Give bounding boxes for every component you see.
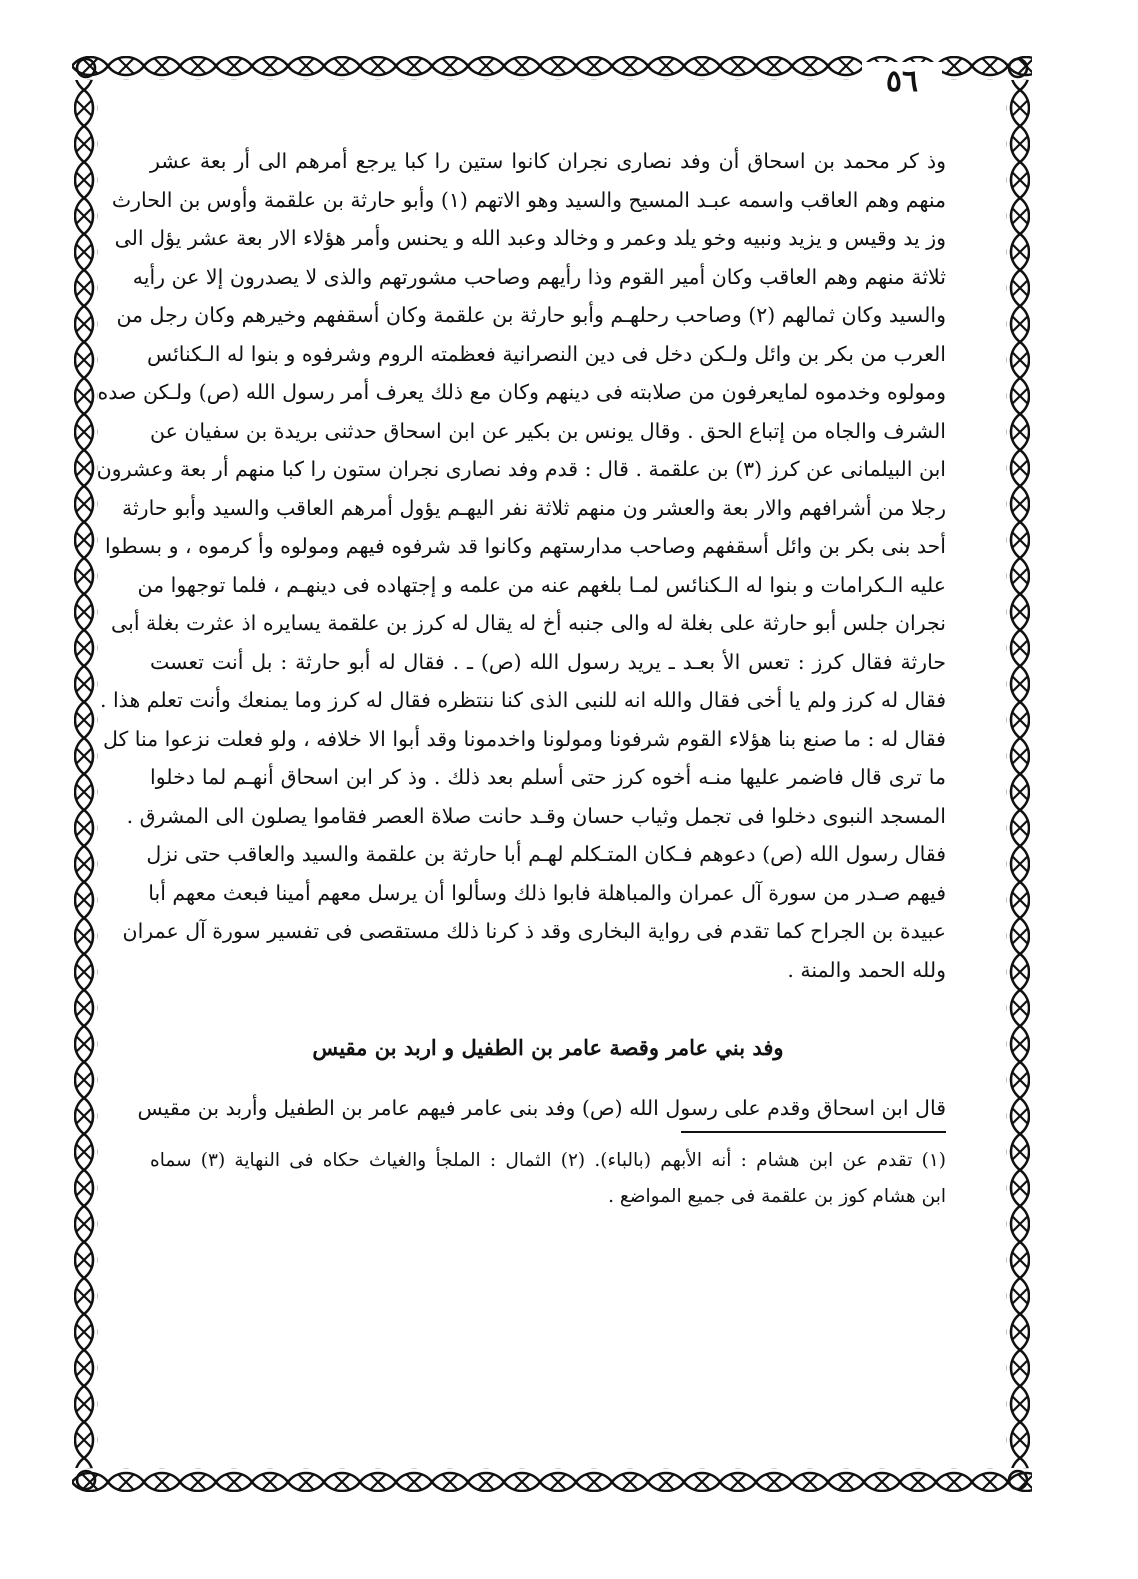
section-first-line: قال ابن اسحاق وقدم على رسول الله (ص) وفد بنى عامر فيهم عامر بن الطفيل وأربد بن مقيس — [137, 1096, 946, 1120]
text-line: وذ كر محمد بن اسحاق أن وفد نصارى نجران كانوا ستين را كبا يرجع أمرهم الى أر بعة عشر — [150, 149, 946, 173]
footnote-line: (١) تقدم عن ابن هشام : أنه الأبهم (بالباء). (٢) الثمال : الملجأ والغياث حكاه فى النهاية (٣) سماه — [150, 1150, 947, 1171]
text-line: ومولوه وخدموه لمايعرفون من صلابته فى دينهم وكان مع ذلك يعرف أمر رسول الله (ص) ولـكن صده — [97, 380, 946, 404]
text-line: فيهم صـدر من سورة آل عمران والمباهلة فابوا ذلك وسألوا أن يرسل معهم أمينا فبعث معهم أبا — [148, 880, 946, 905]
text-line: الشرف والجاه من إتباع الحق . وقال يونس بن بكير عن ابن اسحاق حدثنى بريدة بن سفيان عن — [150, 418, 946, 443]
text-line: عبيدة بن الجراح كما تقدم فى رواية البخارى وقد ذ كرنا ذلك مستقصى فى تفسير سورة آل عمران — [122, 919, 946, 943]
text-line: ما ترى قال فاضمر عليها منـه أخوه كرز حتى أسلم بعد ذلك . وذ كر ابن اسحاق أنهـم لما دخلوا — [150, 765, 946, 789]
text-line: ابن البيلمانى عن كرز (٣) بن علقمة . قال : قدم وفد نصارى نجران ستون را كبا منهم أر بعة وعشرون — [96, 457, 946, 481]
text-line: فقال له : ما صنع بنا هؤلاء القوم شرفونا ومولونا واخدمونا وقد أبوا الا خلافه ، ولو فعلت نزعوا منا كل — [102, 726, 946, 751]
text-line: نجران جلس أبو حارثة على بغلة له والى جنبه أخ له يقال له كرز بن علقمة يسايره اذ عثرت بغلة أبى — [111, 611, 946, 635]
page-number: ٥٦ — [862, 62, 942, 102]
page-content — [96, 142, 947, 1215]
footnotes — [150, 1143, 946, 1215]
footnote-line: ابن هشام كوز بن علقمة فى جميع المواضع . — [608, 1186, 946, 1207]
text-line: منهم وهم العاقب واسمه عبـد المسيح والسيد وهو الاتهم (١) وأبو حارثة بن علقمة وأوس بن الحارث — [111, 187, 946, 212]
text-line: فقال له كرز ولم يا أخى فقال والله انه للنبى الذى كنا ننتظره فقال له كرز وما يمنعك وأنت تعلم هذا . — [99, 688, 946, 712]
text-line: أحد بنى بكر بن وائل أسقفهم وصاحب مدارستهم وكانوا قد شرفوه فيهم ومولوه وأ كرموه ، و بسطوا — [104, 534, 946, 558]
text-line: عليه الـكرامات و بنوا له الـكنائس لمـا بلغهم عنه من علمه و إجتهاده فى دينهـم ، فلما توجهوا من — [137, 572, 946, 597]
text-line: والسيد وكان ثمالهم (٢) وصاحب رحلهـم وأبو حارثة بن علقمة وكان أسقفهم وخيرهم وكان رجل من — [116, 303, 946, 327]
section-heading: وفد بني عامر وقصة عامر بن الطفيل و اربد بن مقيس — [312, 1035, 784, 1060]
text-line: رجلا من أشرافهم والار بعة والعشر ون منهم ثلاثة نفر اليهـم يؤول أمرهم العاقب والسيد وأبو حارثة — [121, 495, 946, 520]
text-line: وز يد وقيس و يزيد ونبيه وخو يلد وعمر و وخالد وعبد الله و يحنس وأمر هؤلاء الار بعة عشر يؤل الى — [114, 226, 946, 250]
text-line: العرب من بكر بن وائل ولـكن دخل فى دين النصرانية فعظمته الروم وشرفوه و بنوا له الـكنائس — [146, 341, 946, 366]
footnote-rule — [681, 1131, 946, 1133]
text-line: فقال رسول الله (ص) دعوهم فـكان المتـكلم لهـم أبا حارثة بن علقمة والسيد والعاقب حتى نزل — [146, 842, 946, 866]
text-line: ولله الحمد والمنة . — [787, 957, 946, 982]
body-text — [96, 142, 946, 989]
text-line: المسجد النبوى دخلوا فى تجمل وثياب حسان وقـد حانت صلاة العصر فقاموا يصلون الى المشرق . — [126, 803, 946, 828]
page-frame — [72, 54, 1032, 1494]
text-line: ثلاثة منهم وهم العاقب وكان أمير القوم وذا رأيهم وصاحب مشورتهم والذى لا يصدرون إلا عن رأيه — [132, 264, 946, 289]
text-line: حارثة فقال كرز : تعس الأ بعـد ـ يريد رسول الله (ص) ـ . فقال له أبو حارثة : بل أنت تعست — [150, 649, 946, 674]
